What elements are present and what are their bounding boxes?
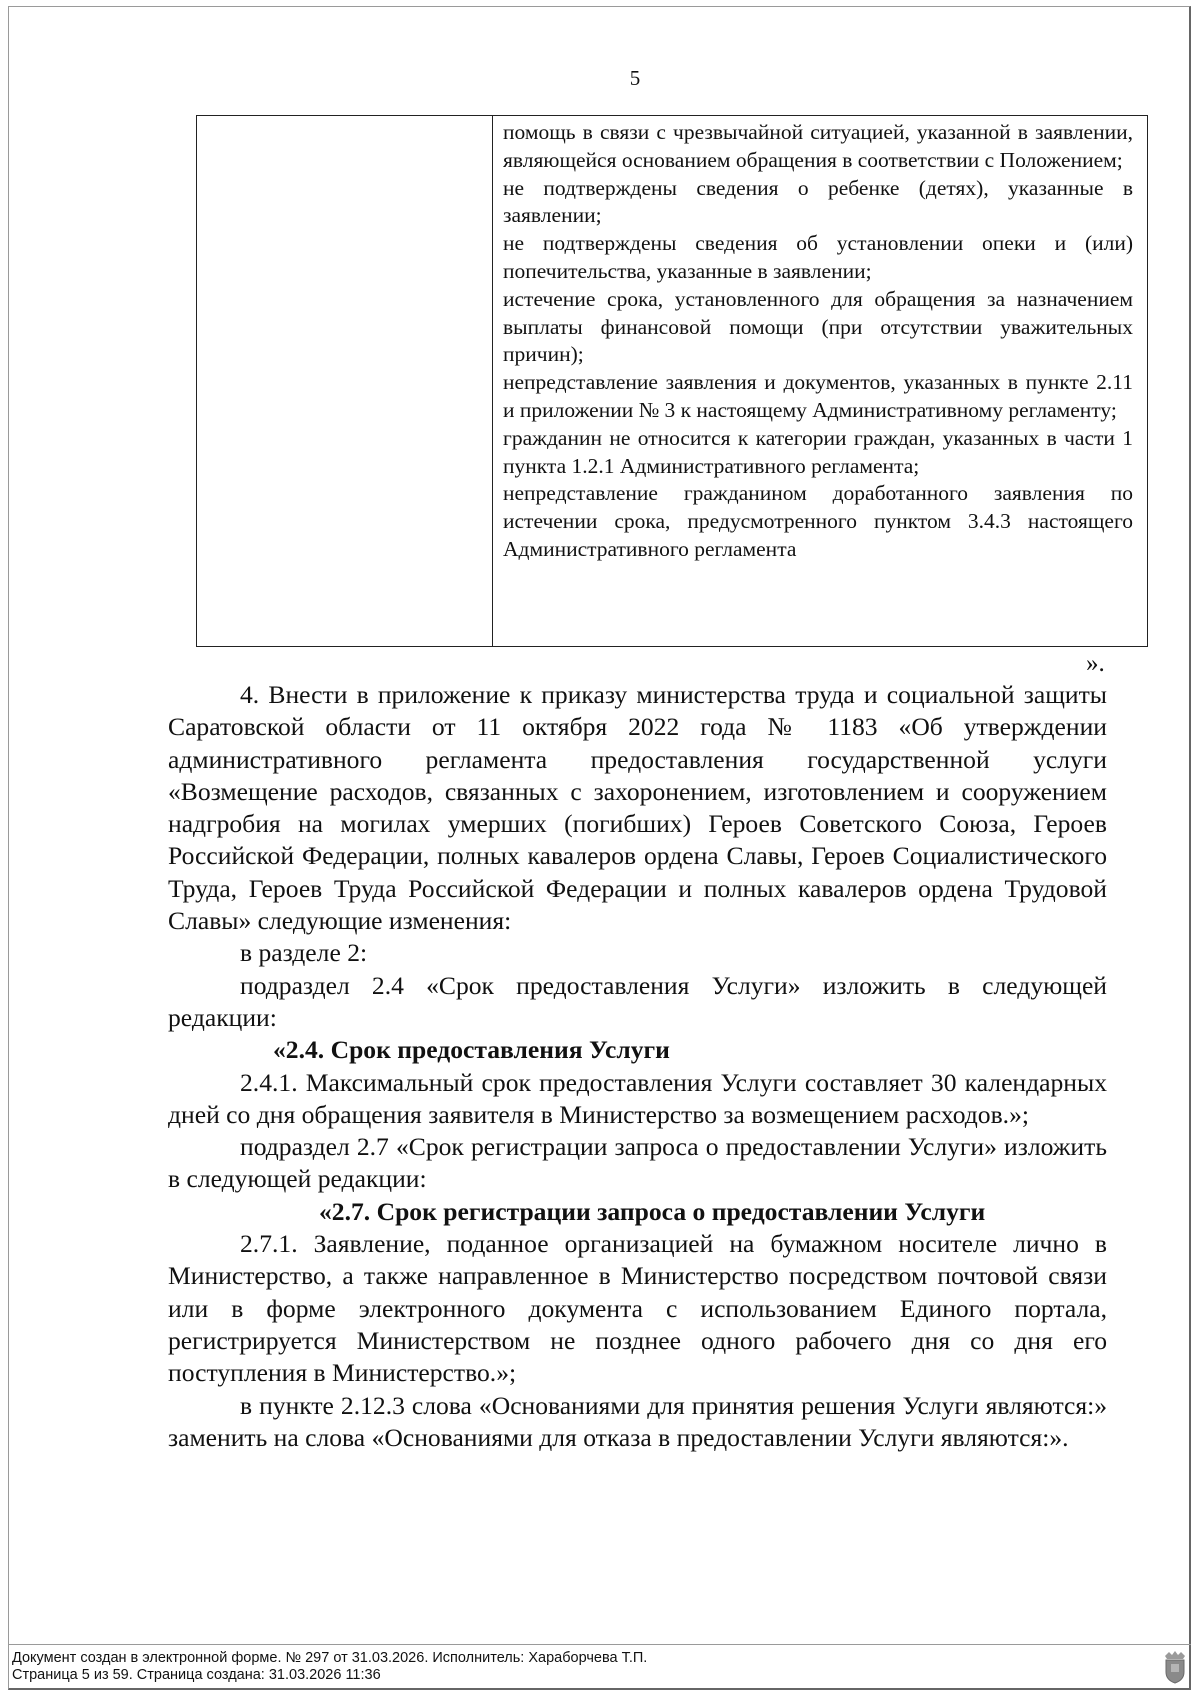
table-paragraph: не подтверждены сведения об установлении опеки и (или) попечительства, указанные в заявлении; (503, 231, 1133, 283)
table-paragraph: непредставление гражданином доработанного заявления по истечении срока, предусмотренного пунктом 3.4.3 настоящего Административного регламента (503, 481, 1133, 561)
closing-quote: ». (1086, 650, 1105, 677)
footer-line-document: Документ создан в электронной форме. № 297 от 31.03.2026. Исполнитель: Хараборчева Т.П. (12, 1650, 648, 1666)
table-column-divider (492, 116, 493, 646)
paragraph-item-4: 4. Внести в приложение к приказу министерства труда и социальной защиты Саратовской области от 11 октября 2022 года № 1183 «Об утверждении административного регламента предоставления государственной услуги «Возмещение расходов, связанных с захоронением, изготовлением и сооружением надгробия на могилах умерших (погибших) Героев Советского Союза, Героев Российской Федерации, полных кавалеров ордена Славы, Героев Социалистического Труда, Героев Труда Российской Федерации и полных кавалеров ордена Трудовой Славы» следующие изменения: (168, 680, 1107, 936)
heading-2-7: «2.7. Срок регистрации запроса о предоставлении Услуги (319, 1196, 986, 1226)
paragraph-2-12-3: в пункте 2.12.3 слова «Основаниями для принятия решения Услуги являются:» заменить на слова «Основаниями для отказа в предоставлении Услуги являются:». (168, 1390, 1107, 1452)
paragraph-2-7-1: 2.7.1. Заявление, поданное организацией на бумажном носителе лично в Министерство, а также направленное в Министерство посредством почтовой связи или в форме электронного документа с использованием Единого портала, регистрируется Министерством не позднее одного рабочего дня со дня его поступления в Министерство.»; (168, 1229, 1107, 1388)
page-number: 5 (629, 66, 641, 90)
document-footer (12, 1650, 647, 1684)
table-paragraph: истечение срока, установленного для обращения за назначением выплаты финансовой помощи (при отсутствии уважительных причин); (503, 286, 1133, 367)
paragraph-subsection-2-4-intro: подраздел 2.4 «Срок предоставления Услуги» изложить в следующей редакции: (168, 970, 1107, 1032)
table-paragraph: непредставление заявления и документов, указанных в пункте 2.11 и приложении № 3 к настоящему Административному регламенту; (503, 370, 1133, 422)
table-paragraph: помощь в связи с чрезвычайной ситуацией, указанной в заявлении, являющейся основанием обращения в соответствии с Положением; (503, 120, 1133, 172)
table-cell-grounds (503, 119, 1133, 564)
paragraph-subsection-2-7-intro: подраздел 2.7 «Срок регистрации запроса о предоставлении Услуги» изложить в следующей редакции: (168, 1132, 1107, 1194)
footer-line-page: Страница 5 из 59. Страница создана: 31.03.2026 11:36 (12, 1667, 381, 1683)
paragraph-section-2: в разделе 2: (240, 938, 368, 968)
table-paragraph: не подтверждены сведения о ребенке (детях), указанные в заявлении; (503, 175, 1133, 228)
paragraph-2-4-1: 2.4.1. Максимальный срок предоставления Услуги составляет 30 календарных дней со дня обращения заявителя в Министерство за возмещением расходов.»; (168, 1067, 1107, 1129)
table-paragraph: гражданин не относится к категории граждан, указанных в части 1 пункта 1.2.1 Административного регламента; (503, 425, 1133, 478)
document-body (168, 679, 1107, 1454)
heading-2-4: «2.4. Срок предоставления Услуги (273, 1035, 670, 1065)
coat-of-arms-icon (1162, 1650, 1188, 1684)
footer-divider (8, 1644, 1191, 1645)
grounds-table (196, 115, 1148, 647)
